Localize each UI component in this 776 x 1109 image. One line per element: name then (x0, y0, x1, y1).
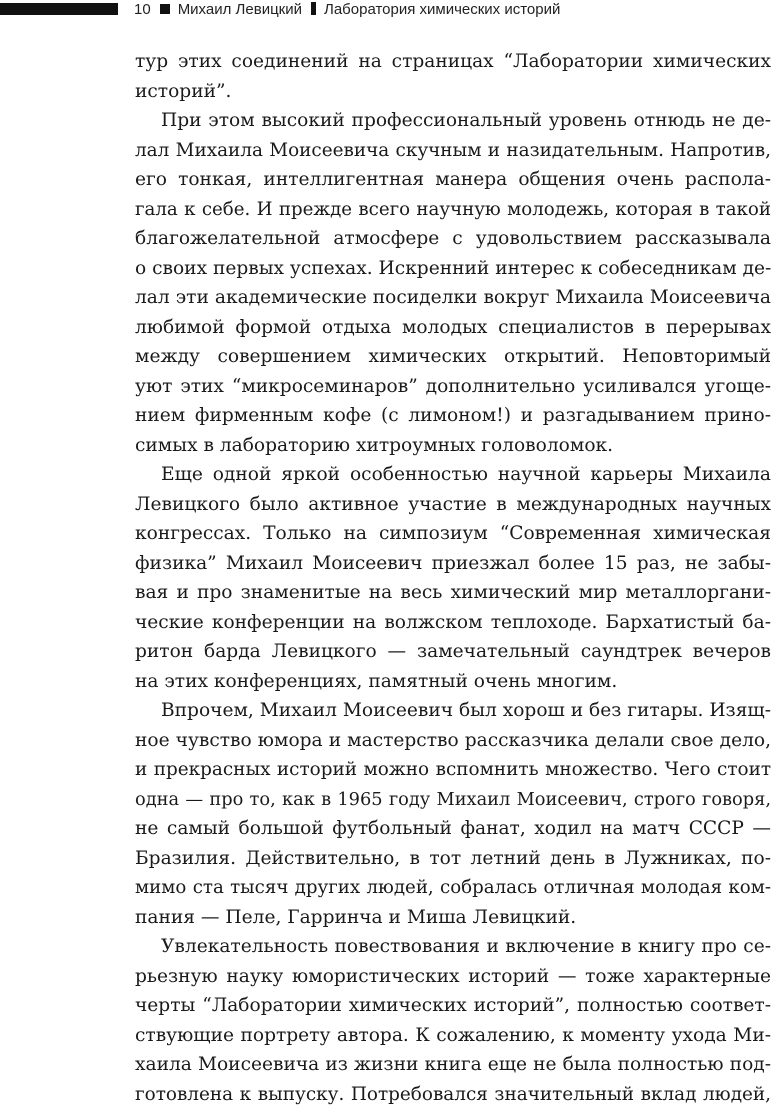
text-line: ствующие портрету автора. К сожалению, к моменту ухода Ми- (135, 1021, 771, 1051)
text-line: на этих конференциях, памятный очень многим. (135, 667, 771, 697)
text-line: Бразилия. Действительно, в тот летний день в Лужниках, по- (135, 844, 771, 874)
text-line: гала к себе. И прежде всего научную молодежь, которая в такой (135, 195, 771, 225)
header-book-title: Лаборатория химических историй (324, 1, 560, 18)
text-line: готовлена к выпуску. Потребовался значительный вклад людей, (135, 1080, 771, 1109)
text-line: симых в лабораторию хитроумных головоломок. (135, 431, 771, 461)
text-line: Левицкого было активное участие в международных научных (135, 490, 771, 520)
text-line: не самый большой футбольный фанат, ходил на матч СССР — (135, 814, 771, 844)
text-line: конгрессах. Только на симпозиум “Современная химическая (135, 519, 771, 549)
square-separator-icon (160, 4, 170, 14)
text-line: ческие конференции на волжском теплоходе. Бархатистый ба- (135, 608, 771, 638)
header-author: Михаил Левицкий (178, 1, 302, 18)
running-head (0, 0, 776, 24)
text-line: Увлекательность повествования и включение в книгу про се- (135, 932, 771, 962)
paragraph-continuation (135, 47, 771, 106)
paragraph (135, 696, 771, 932)
text-line: черты “Лаборатории химических историй”, полностью соответ- (135, 991, 771, 1021)
text-line: вая и про знаменитые на весь химический мир металлоргани- (135, 578, 771, 608)
text-line: благожелательной атмосфере с удовольствием рассказывала (135, 224, 771, 254)
text-line: лал Михаила Моисеевича скучным и назидательным. Напротив, (135, 136, 771, 166)
text-line: мимо ста тысяч других людей, собралась отличная молодая ком- (135, 873, 771, 903)
text-line: пания — Пеле, Гарринча и Миша Левицкий. (135, 903, 771, 933)
header-text (134, 0, 560, 20)
page-number: 10 (134, 1, 151, 18)
text-line: тур этих соединений на страницах “Лаборатории химических (135, 47, 771, 77)
body-text (135, 47, 771, 1109)
text-line: физика” Михаил Моисеевич приезжал более 15 раз, не забы- (135, 549, 771, 579)
paragraph (135, 106, 771, 460)
text-line: и прекрасных историй можно вспомнить множество. Чего стоит (135, 755, 771, 785)
bar-separator-icon (311, 2, 316, 15)
text-line: рьезную науку юмористических историй — тоже характерные (135, 962, 771, 992)
text-line: его тонкая, интеллигентная манера общения очень распола- (135, 165, 771, 195)
text-line: ное чувство юмора и мастерство рассказчика делали свое дело, (135, 726, 771, 756)
text-line: нием фирменным кофе (с лимоном!) и разгадыванием прино- (135, 401, 771, 431)
text-line: одна — про то, как в 1965 году Михаил Моисеевич, строго говоря, (135, 785, 771, 815)
text-line: о своих первых успехах. Искренний интерес к собеседникам де- (135, 254, 771, 284)
text-line: Еще одной яркой особенностью научной карьеры Михаила (135, 460, 771, 490)
text-line: При этом высокий профессиональный уровень отнюдь не де- (135, 106, 771, 136)
paragraph (135, 460, 771, 696)
text-line: хаила Моисеевича из жизни книга еще не была полностью под- (135, 1050, 771, 1080)
header-bar-ornament (0, 3, 118, 15)
text-line: между совершением химических открытий. Неповторимый (135, 342, 771, 372)
text-line: любимой формой отдыха молодых специалистов в перерывах (135, 313, 771, 343)
paragraph (135, 932, 771, 1109)
text-line: лал эти академические посиделки вокруг Михаила Моисеевича (135, 283, 771, 313)
text-line: историй”. (135, 77, 771, 107)
text-line: уют этих “микросеминаров” дополнительно усиливался угоще- (135, 372, 771, 402)
text-line: ритон барда Левицкого — замечательный саундтрек вечеров (135, 637, 771, 667)
text-line: Впрочем, Михаил Моисеевич был хорош и без гитары. Изящ- (135, 696, 771, 726)
